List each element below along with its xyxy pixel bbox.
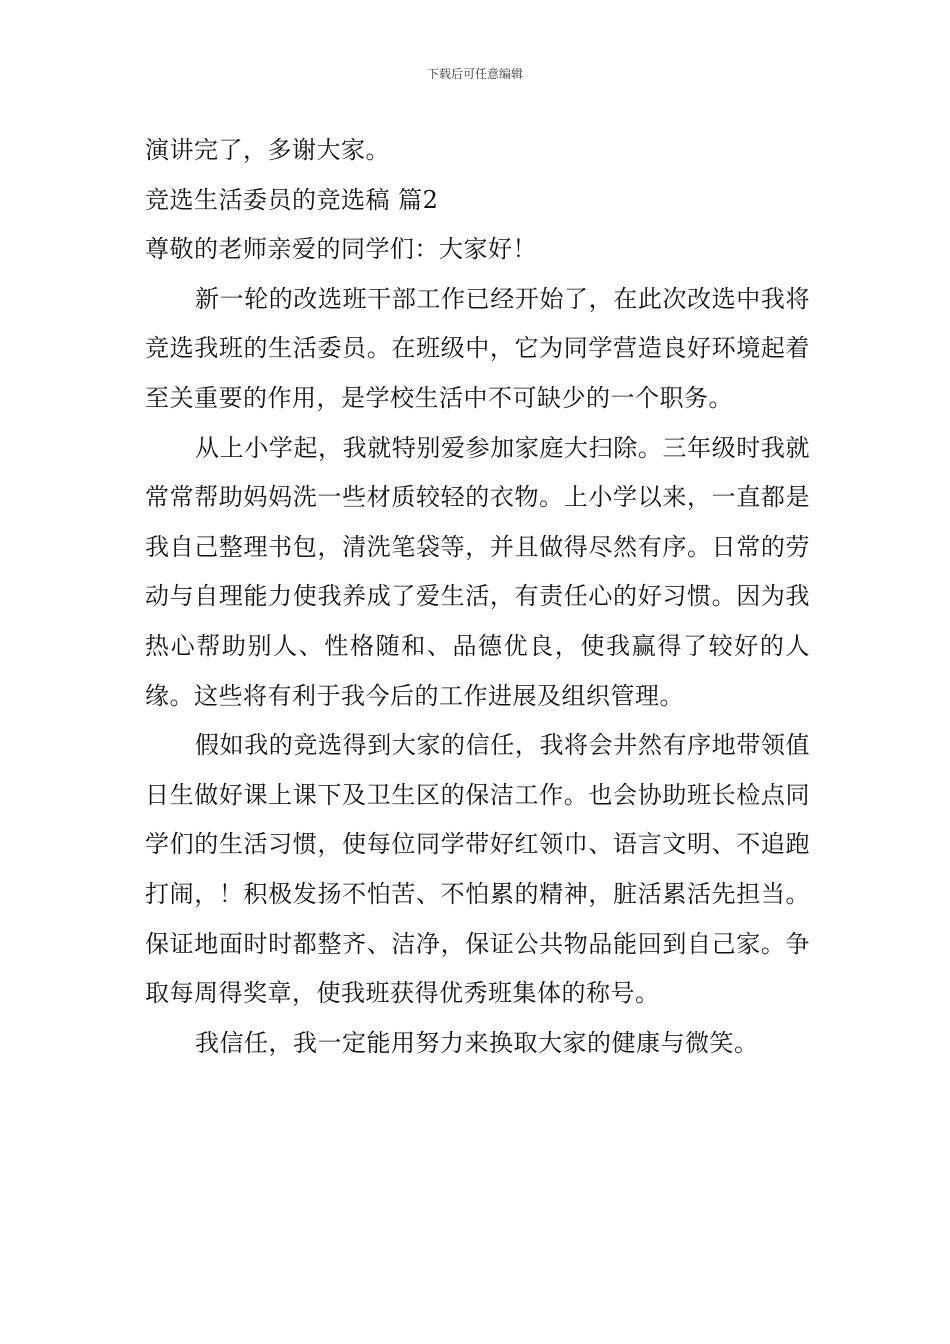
document-body: [145, 126, 810, 1068]
section-title: 竞选生活委员的竞选稿 篇2: [145, 185, 439, 214]
paragraph-4: 我信任，我一定能用努力来换取大家的健康与微笑。: [195, 1028, 759, 1057]
paragraph-2: 从上小学起，我就特别爱参加家庭大扫除。三年级时我就常常帮助妈妈洗一些材质较轻的衣物。上小学以来，一直都是我自己整理书包，清洗笔袋等，并且做得尽然有序。日常的劳动与自理能力使我养成了爱生活，有责任心的好习惯。因为我热心帮助别人、性格随和、品德优良，使我赢得了较好的人缘。这些将有利于我今后的工作进展及组织管理。: [145, 433, 810, 710]
paragraph-1: 新一轮的改选班干部工作已经开始了，在此次改选中我将竞选我班的生活委员。在班级中，它为同学营造良好环境起着至关重要的作用，是学校生活中不可缺少的一个职务。: [145, 284, 810, 412]
paragraph-3: 假如我的竞选得到大家的信任，我将会井然有序地带领值日生做好课上课下及卫生区的保洁工作。也会协助班长检点同学们的生活习惯，使每位同学带好红领巾、语言文明、不追跑打闹，！积极发扬不怕苦、不怕累的精神，脏活累活先担当。保证地面时时都整齐、洁净，保证公共物品能回到自己家。争取每周得奖章，使我班获得优秀班集体的称号。: [145, 731, 810, 1008]
closing-line: 演讲完了，多谢大家。: [145, 136, 390, 164]
greeting-line: 尊敬的老师亲爱的同学们：大家好！: [145, 235, 537, 264]
page-header-note: 下载后可任意编辑: [426, 67, 523, 81]
